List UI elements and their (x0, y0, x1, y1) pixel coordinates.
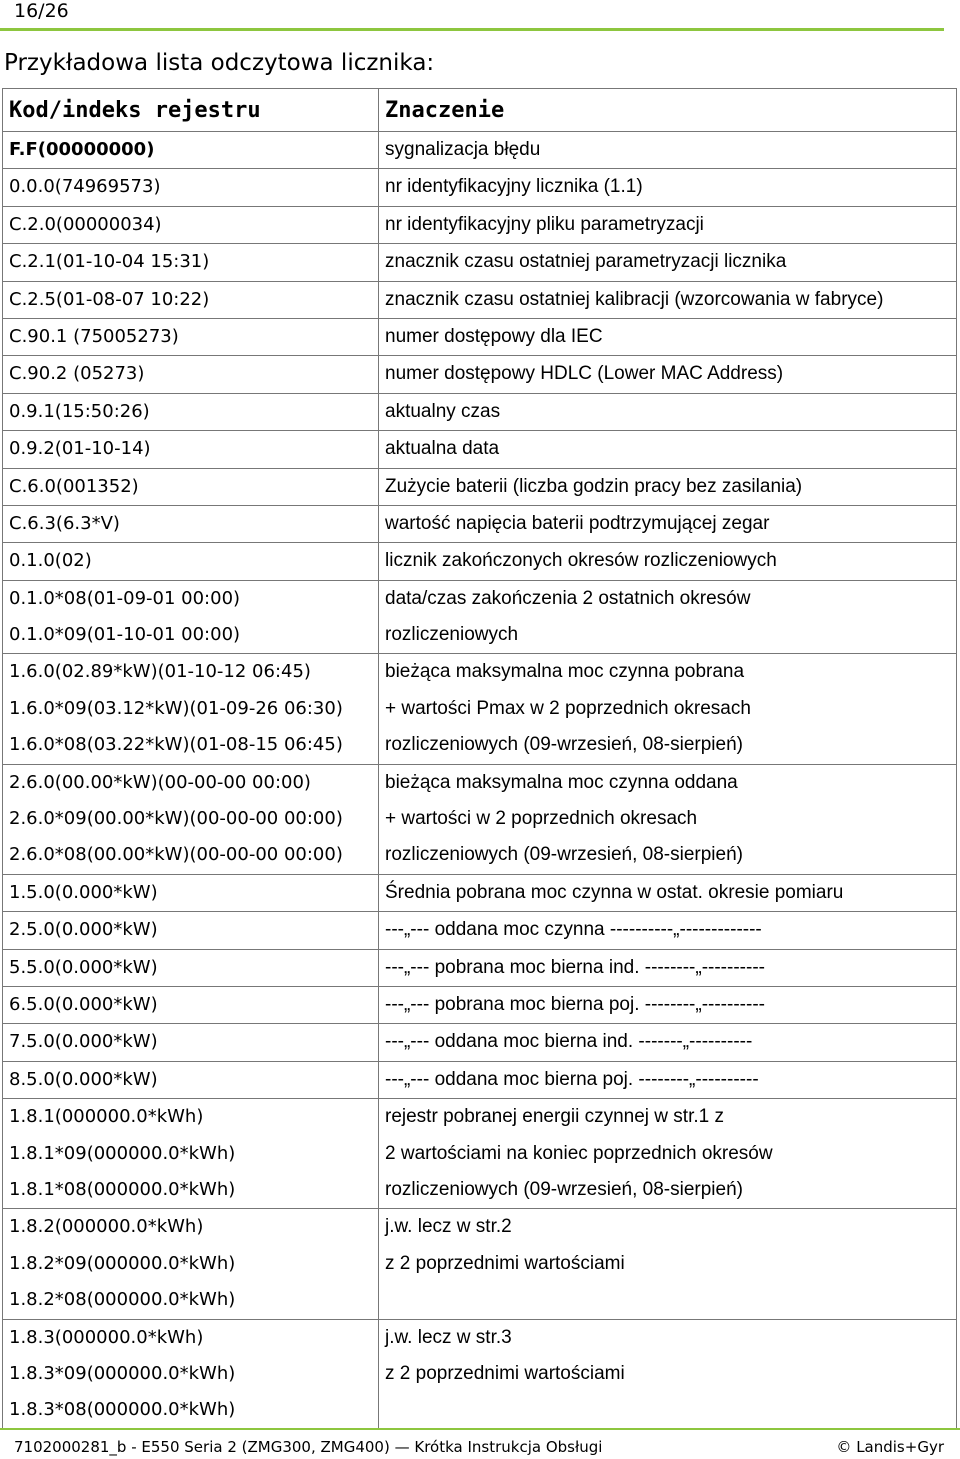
register-code: 2.5.0(0.000*kW) (9, 919, 158, 941)
register-meaning: aktualny czas (385, 400, 501, 422)
table-header-row (3, 89, 957, 132)
register-meaning-cell (379, 1024, 957, 1061)
register-meaning: ---„--- oddana moc bierna ind. -------„---------- (385, 1031, 753, 1053)
register-meaning (385, 1282, 950, 1318)
register-meaning-cell (379, 986, 957, 1023)
register-meaning-cell (379, 580, 957, 654)
register-meaning: znacznik czasu ostatniej kalibracji (wzorcowania w fabryce) (385, 288, 884, 310)
register-code-cell (3, 505, 379, 542)
table-row (3, 431, 957, 468)
register-code-cell (3, 206, 379, 243)
register-meaning: aktualna data (385, 438, 500, 460)
register-meaning: rozliczeniowych (385, 624, 519, 646)
table-row (3, 169, 957, 206)
register-code-cell (3, 468, 379, 505)
table-row (3, 986, 957, 1023)
register-code-cell (3, 244, 379, 281)
register-code: 2.6.0*09(00.00*kW)(00-00-00 00:00) (9, 808, 343, 830)
table-row (3, 206, 957, 243)
register-code: C.6.3(6.3*V) (9, 512, 120, 534)
register-code: 1.8.1(000000.0*kWh) (9, 1106, 204, 1128)
register-meaning: rozliczeniowych (09-wrzesień, 08-sierpień) (385, 1178, 743, 1200)
register-meaning: z 2 poprzednimi wartościami (385, 1252, 625, 1274)
table-row (3, 912, 957, 949)
register-code-cell (3, 912, 379, 949)
header-code: Kod/indeks rejestru (3, 89, 379, 132)
register-code: 1.6.0(02.89*kW)(01-10-12 06:45) (9, 661, 311, 683)
table-row (3, 1024, 957, 1061)
register-meaning-cell (379, 1319, 957, 1429)
register-code-cell (3, 874, 379, 911)
register-meaning: znacznik czasu ostatniej parametryzacji licznika (385, 251, 787, 273)
register-meaning-cell (379, 431, 957, 468)
table-row (3, 468, 957, 505)
register-code-cell (3, 1024, 379, 1061)
register-meaning-cell (379, 244, 957, 281)
register-meaning: + wartości Pmax w 2 poprzednich okresach (385, 697, 751, 719)
register-meaning: Zużycie baterii (liczba godzin pracy bez zasilania) (385, 475, 803, 497)
register-code-cell (3, 580, 379, 654)
register-code: 7.5.0(0.000*kW) (9, 1031, 158, 1053)
register-meaning: sygnalizacja błędu (385, 139, 541, 160)
register-code: 1.6.0*08(03.22*kW)(01-08-15 06:45) (9, 734, 343, 756)
register-code: 0.9.1(15:50:26) (9, 400, 150, 422)
table-row (3, 580, 957, 654)
register-meaning: ---„--- pobrana moc bierna poj. --------„---------- (385, 993, 765, 1015)
register-code: 1.8.3(000000.0*kWh) (9, 1326, 204, 1348)
register-meaning (385, 1392, 950, 1428)
register-code: 6.5.0(0.000*kW) (9, 993, 158, 1015)
register-meaning: wartość napięcia baterii podtrzymującej zegar (385, 512, 770, 534)
register-meaning-cell (379, 1209, 957, 1319)
register-meaning-cell (379, 356, 957, 393)
register-code-cell (3, 949, 379, 986)
table-row (3, 1061, 957, 1098)
register-code: 2.6.0*08(00.00*kW)(00-00-00 00:00) (9, 844, 343, 866)
table-row (3, 281, 957, 318)
register-meaning-cell (379, 1099, 957, 1209)
register-meaning-cell (379, 912, 957, 949)
register-meaning: rozliczeniowych (09-wrzesień, 08-sierpień) (385, 734, 743, 756)
register-code-cell (3, 1099, 379, 1209)
register-meaning: + wartości w 2 poprzednich okresach (385, 808, 698, 830)
table-body (3, 132, 957, 1430)
register-code: 5.5.0(0.000*kW) (9, 956, 158, 978)
register-meaning-cell (379, 132, 957, 169)
register-code-cell (3, 764, 379, 874)
register-meaning-cell (379, 169, 957, 206)
register-code: 1.5.0(0.000*kW) (9, 881, 158, 903)
register-meaning-cell (379, 1061, 957, 1098)
register-meaning-cell (379, 764, 957, 874)
register-table (2, 88, 957, 1430)
table-row (3, 874, 957, 911)
register-code-cell (3, 543, 379, 580)
register-meaning-cell (379, 505, 957, 542)
register-meaning: rozliczeniowych (09-wrzesień, 08-sierpień) (385, 844, 743, 866)
register-meaning-cell (379, 318, 957, 355)
register-code-cell (3, 431, 379, 468)
footer-rule (0, 1428, 960, 1430)
register-meaning: ---„--- oddana moc bierna poj. --------„---------- (385, 1068, 759, 1090)
footer (14, 1438, 944, 1456)
register-code-cell (3, 281, 379, 318)
page-number: 16/26 (14, 0, 69, 22)
register-code: C.90.2 (05273) (9, 363, 145, 385)
table-row (3, 132, 957, 169)
register-code: 1.8.1*09(000000.0*kWh) (9, 1142, 236, 1164)
register-code-cell (3, 132, 379, 169)
register-meaning-cell (379, 949, 957, 986)
register-code-cell (3, 1209, 379, 1319)
register-code: 2.6.0(00.00*kW)(00-00-00 00:00) (9, 771, 311, 793)
register-meaning: nr identyfikacyjny licznika (1.1) (385, 176, 643, 198)
register-meaning: j.w. lecz w str.3 (385, 1326, 512, 1348)
register-code: C.2.1(01-10-04 15:31) (9, 251, 210, 273)
register-code-cell (3, 986, 379, 1023)
register-meaning: nr identyfikacyjny pliku parametryzacji (385, 213, 704, 235)
register-code: 0.1.0*09(01-10-01 00:00) (9, 624, 241, 646)
register-code: C.2.0(00000034) (9, 213, 162, 235)
register-meaning-cell (379, 393, 957, 430)
register-code: 1.6.0*09(03.12*kW)(01-09-26 06:30) (9, 697, 343, 719)
register-code-cell (3, 318, 379, 355)
register-meaning-cell (379, 874, 957, 911)
register-meaning: 2 wartościami na koniec poprzednich okresów (385, 1142, 773, 1164)
register-meaning: rejestr pobranej energii czynnej w str.1 z (385, 1106, 724, 1128)
register-code: C.2.5(01-08-07 10:22) (9, 288, 210, 310)
register-meaning: j.w. lecz w str.2 (385, 1216, 512, 1238)
register-meaning: z 2 poprzednimi wartościami (385, 1362, 625, 1384)
table-row (3, 1209, 957, 1319)
register-meaning-cell (379, 468, 957, 505)
table-row (3, 543, 957, 580)
register-meaning-cell (379, 206, 957, 243)
register-code-cell (3, 169, 379, 206)
page-title: Przykładowa lista odczytowa licznika: (4, 50, 435, 76)
register-code-cell (3, 1061, 379, 1098)
register-code: 1.8.3*08(000000.0*kWh) (9, 1399, 236, 1421)
register-code: 1.8.2*09(000000.0*kWh) (9, 1252, 236, 1274)
header-rule (0, 28, 944, 31)
table-row (3, 1319, 957, 1429)
register-meaning: Średnia pobrana moc czynna w ostat. okresie pomiaru (385, 881, 844, 903)
register-code: 0.1.0(02) (9, 550, 92, 572)
table-row (3, 764, 957, 874)
register-code-cell (3, 1319, 379, 1429)
register-meaning: numer dostępowy HDLC (Lower MAC Address) (385, 363, 784, 385)
register-meaning: licznik zakończonych okresów rozliczeniowych (385, 550, 777, 572)
table-row (3, 949, 957, 986)
register-code-cell (3, 654, 379, 764)
register-code: 8.5.0(0.000*kW) (9, 1068, 158, 1090)
footer-copyright: © Landis+Gyr (836, 1438, 944, 1456)
register-code: F.F(00000000) (9, 139, 155, 160)
table-row (3, 356, 957, 393)
register-meaning-cell (379, 654, 957, 764)
register-code: 1.8.3*09(000000.0*kWh) (9, 1362, 236, 1384)
register-code: 1.8.2*08(000000.0*kWh) (9, 1289, 236, 1311)
footer-document-title: 7102000281_b - E550 Seria 2 (ZMG300, ZMG400) — Krótka Instrukcja Obsługi (14, 1438, 603, 1456)
register-meaning-cell (379, 543, 957, 580)
register-code: 0.9.2(01-10-14) (9, 438, 151, 460)
register-code-cell (3, 393, 379, 430)
register-meaning-cell (379, 281, 957, 318)
header-meaning: Znaczenie (379, 89, 957, 132)
table-row (3, 393, 957, 430)
register-meaning: data/czas zakończenia 2 ostatnich okresów (385, 587, 751, 609)
register-code: 1.8.1*08(000000.0*kWh) (9, 1178, 236, 1200)
table-row (3, 505, 957, 542)
table-row (3, 244, 957, 281)
table-row (3, 1099, 957, 1209)
register-code: 0.1.0*08(01-09-01 00:00) (9, 587, 241, 609)
register-meaning: bieżąca maksymalna moc czynna pobrana (385, 661, 745, 683)
register-meaning: bieżąca maksymalna moc czynna oddana (385, 771, 738, 793)
register-code: 0.0.0(74969573) (9, 176, 161, 198)
register-meaning: numer dostępowy dla IEC (385, 325, 603, 347)
register-code: 1.8.2(000000.0*kWh) (9, 1216, 204, 1238)
table-row (3, 318, 957, 355)
register-code-cell (3, 356, 379, 393)
register-meaning: ---„--- oddana moc czynna ----------„------------- (385, 919, 762, 941)
register-code: C.90.1 (75005273) (9, 325, 179, 347)
table-row (3, 654, 957, 764)
register-code: C.6.0(001352) (9, 475, 139, 497)
register-meaning: ---„--- pobrana moc bierna ind. --------„---------- (385, 956, 765, 978)
